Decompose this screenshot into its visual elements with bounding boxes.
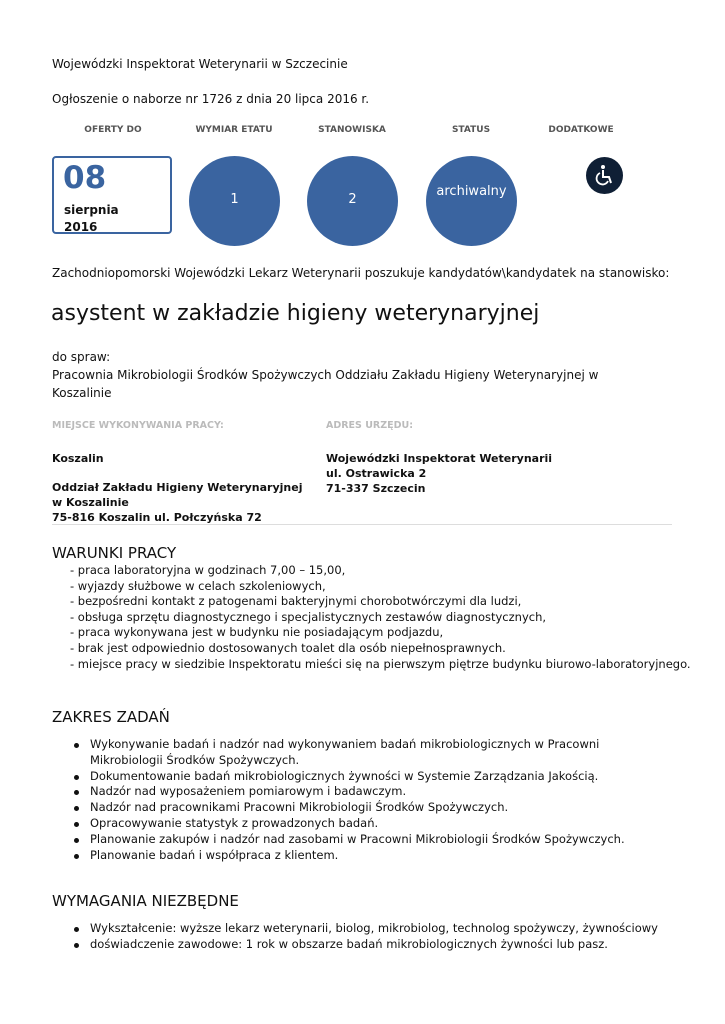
list-item: - wyjazdy służbowe w celach szkoleniowych,	[70, 578, 326, 593]
list-item: - miejsce pracy w siedzibie Inspektoratu mieści się na pierwszym piętrze budynku biurowo-laboratoryjnego.	[70, 656, 691, 671]
office-name: Wojewódzki Inspektorat Weterynarii	[326, 452, 553, 465]
wheelchair-accessible-icon	[586, 157, 623, 194]
status-value: archiwalny	[436, 184, 507, 199]
list-item: - bezpośredni kontakt z patogenami bakteryjnymi chorobotwórczymi dla ludzi,	[70, 594, 522, 609]
list-item: Wykształcenie: wyższe lekarz weterynarii, biolog, mikrobiolog, technolog spożywczy, żywnościowy	[72, 921, 672, 937]
header-etat: WYMIAR ETATU	[195, 125, 273, 135]
list-item: Opracowywanie statystyk z prowadzonych badań.	[72, 816, 652, 832]
deadline-year: 2016	[64, 220, 98, 234]
announcement: Ogłoszenie o naborze nr 1726 z dnia 20 lipca 2016 r.	[52, 92, 370, 106]
list-item: doświadczenie zawodowe: 1 rok w obszarze badań mikrobiologicznych żywności lub pasz.	[72, 937, 672, 953]
header-deadline: OFERTY DO	[84, 125, 142, 135]
workplace-label: MIEJSCE WYKONYWANIA PRACY:	[52, 420, 224, 431]
list-item: Nadzór nad pracownikami Pracowni Mikrobiologii Środków Spożywczych.	[72, 800, 652, 816]
deadline-day: 08	[63, 160, 107, 196]
divider	[52, 524, 672, 525]
etat-circle	[189, 156, 280, 246]
list-item: Planowanie zakupów i nadzór nad zasobami w Pracowni Mikrobiologii Środków Spożywczych.	[72, 832, 652, 848]
list-item: - obsługa sprzętu diagnostycznego i specjalistycznych zestawów diagnostycznych,	[70, 609, 547, 624]
list-item: Planowanie badań i współpraca z klientem.	[72, 848, 652, 864]
positions-value: 2	[348, 192, 357, 207]
tasks-title: ZAKRES ZADAŃ	[52, 708, 170, 726]
do-spraw-value: Pracownia Mikrobiologii Środków Spożywczych Oddziału Zakładu Higieny Weterynaryjnej w Koszalinie	[52, 368, 599, 400]
requirements-title: WYMAGANIA NIEZBĘDNE	[52, 892, 239, 910]
requirements-list	[72, 921, 672, 953]
list-item: Nadzór nad wyposażeniem pomiarowym i badawczym.	[72, 784, 652, 800]
conditions-title: WARUNKI PRACY	[52, 544, 177, 562]
workplace-city: Koszalin	[52, 452, 104, 465]
etat-value: 1	[230, 192, 239, 207]
institution-name: Wojewódzki Inspektorat Weterynarii w Szczecinie	[52, 57, 348, 71]
office-city: 71-337 Szczecin	[326, 482, 426, 495]
header-positions: STANOWISKA	[318, 125, 386, 135]
positions-circle	[307, 156, 398, 246]
job-title: asystent w zakładzie higieny weterynaryjnej	[51, 301, 540, 326]
list-item: Wykonywanie badań i nadzór nad wykonywaniem badań mikrobiologicznych w Pracowni Mikrobiologii Środków Spożywczych.	[72, 737, 652, 769]
list-item: Dokumentowanie badań mikrobiologicznych żywności w Systemie Zarządzania Jakością.	[72, 769, 652, 785]
intro-text: Zachodniopomorski Wojewódzki Lekarz Weterynarii poszukuje kandydatów\kandydatek na stanowisko:	[52, 266, 670, 280]
workplace-unit: Oddział Zakładu Higieny Weterynaryjnej w Koszalinie	[52, 481, 303, 509]
deadline-box	[52, 156, 172, 234]
list-item: - praca wykonywana jest w budynku nie posiadającym podjazdu,	[70, 625, 444, 640]
list-item: - brak jest odpowiednio dostosowanych toalet dla osób niepełnosprawnych.	[70, 640, 506, 655]
do-spraw-label: do spraw:	[52, 350, 111, 364]
office-label: ADRES URZĘDU:	[326, 420, 413, 431]
workplace-address: 75-816 Koszalin ul. Połczyńska 72	[52, 511, 262, 524]
list-item: - praca laboratoryjna w godzinach 7,00 – 15,00,	[70, 563, 346, 577]
status-circle	[426, 156, 517, 246]
header-extra: DODATKOWE	[548, 125, 614, 135]
conditions-list	[70, 563, 691, 672]
office-street: ul. Ostrawicka 2	[326, 467, 427, 480]
deadline-month: sierpnia	[64, 203, 119, 217]
header-status: STATUS	[451, 125, 491, 135]
tasks-list	[72, 737, 652, 863]
